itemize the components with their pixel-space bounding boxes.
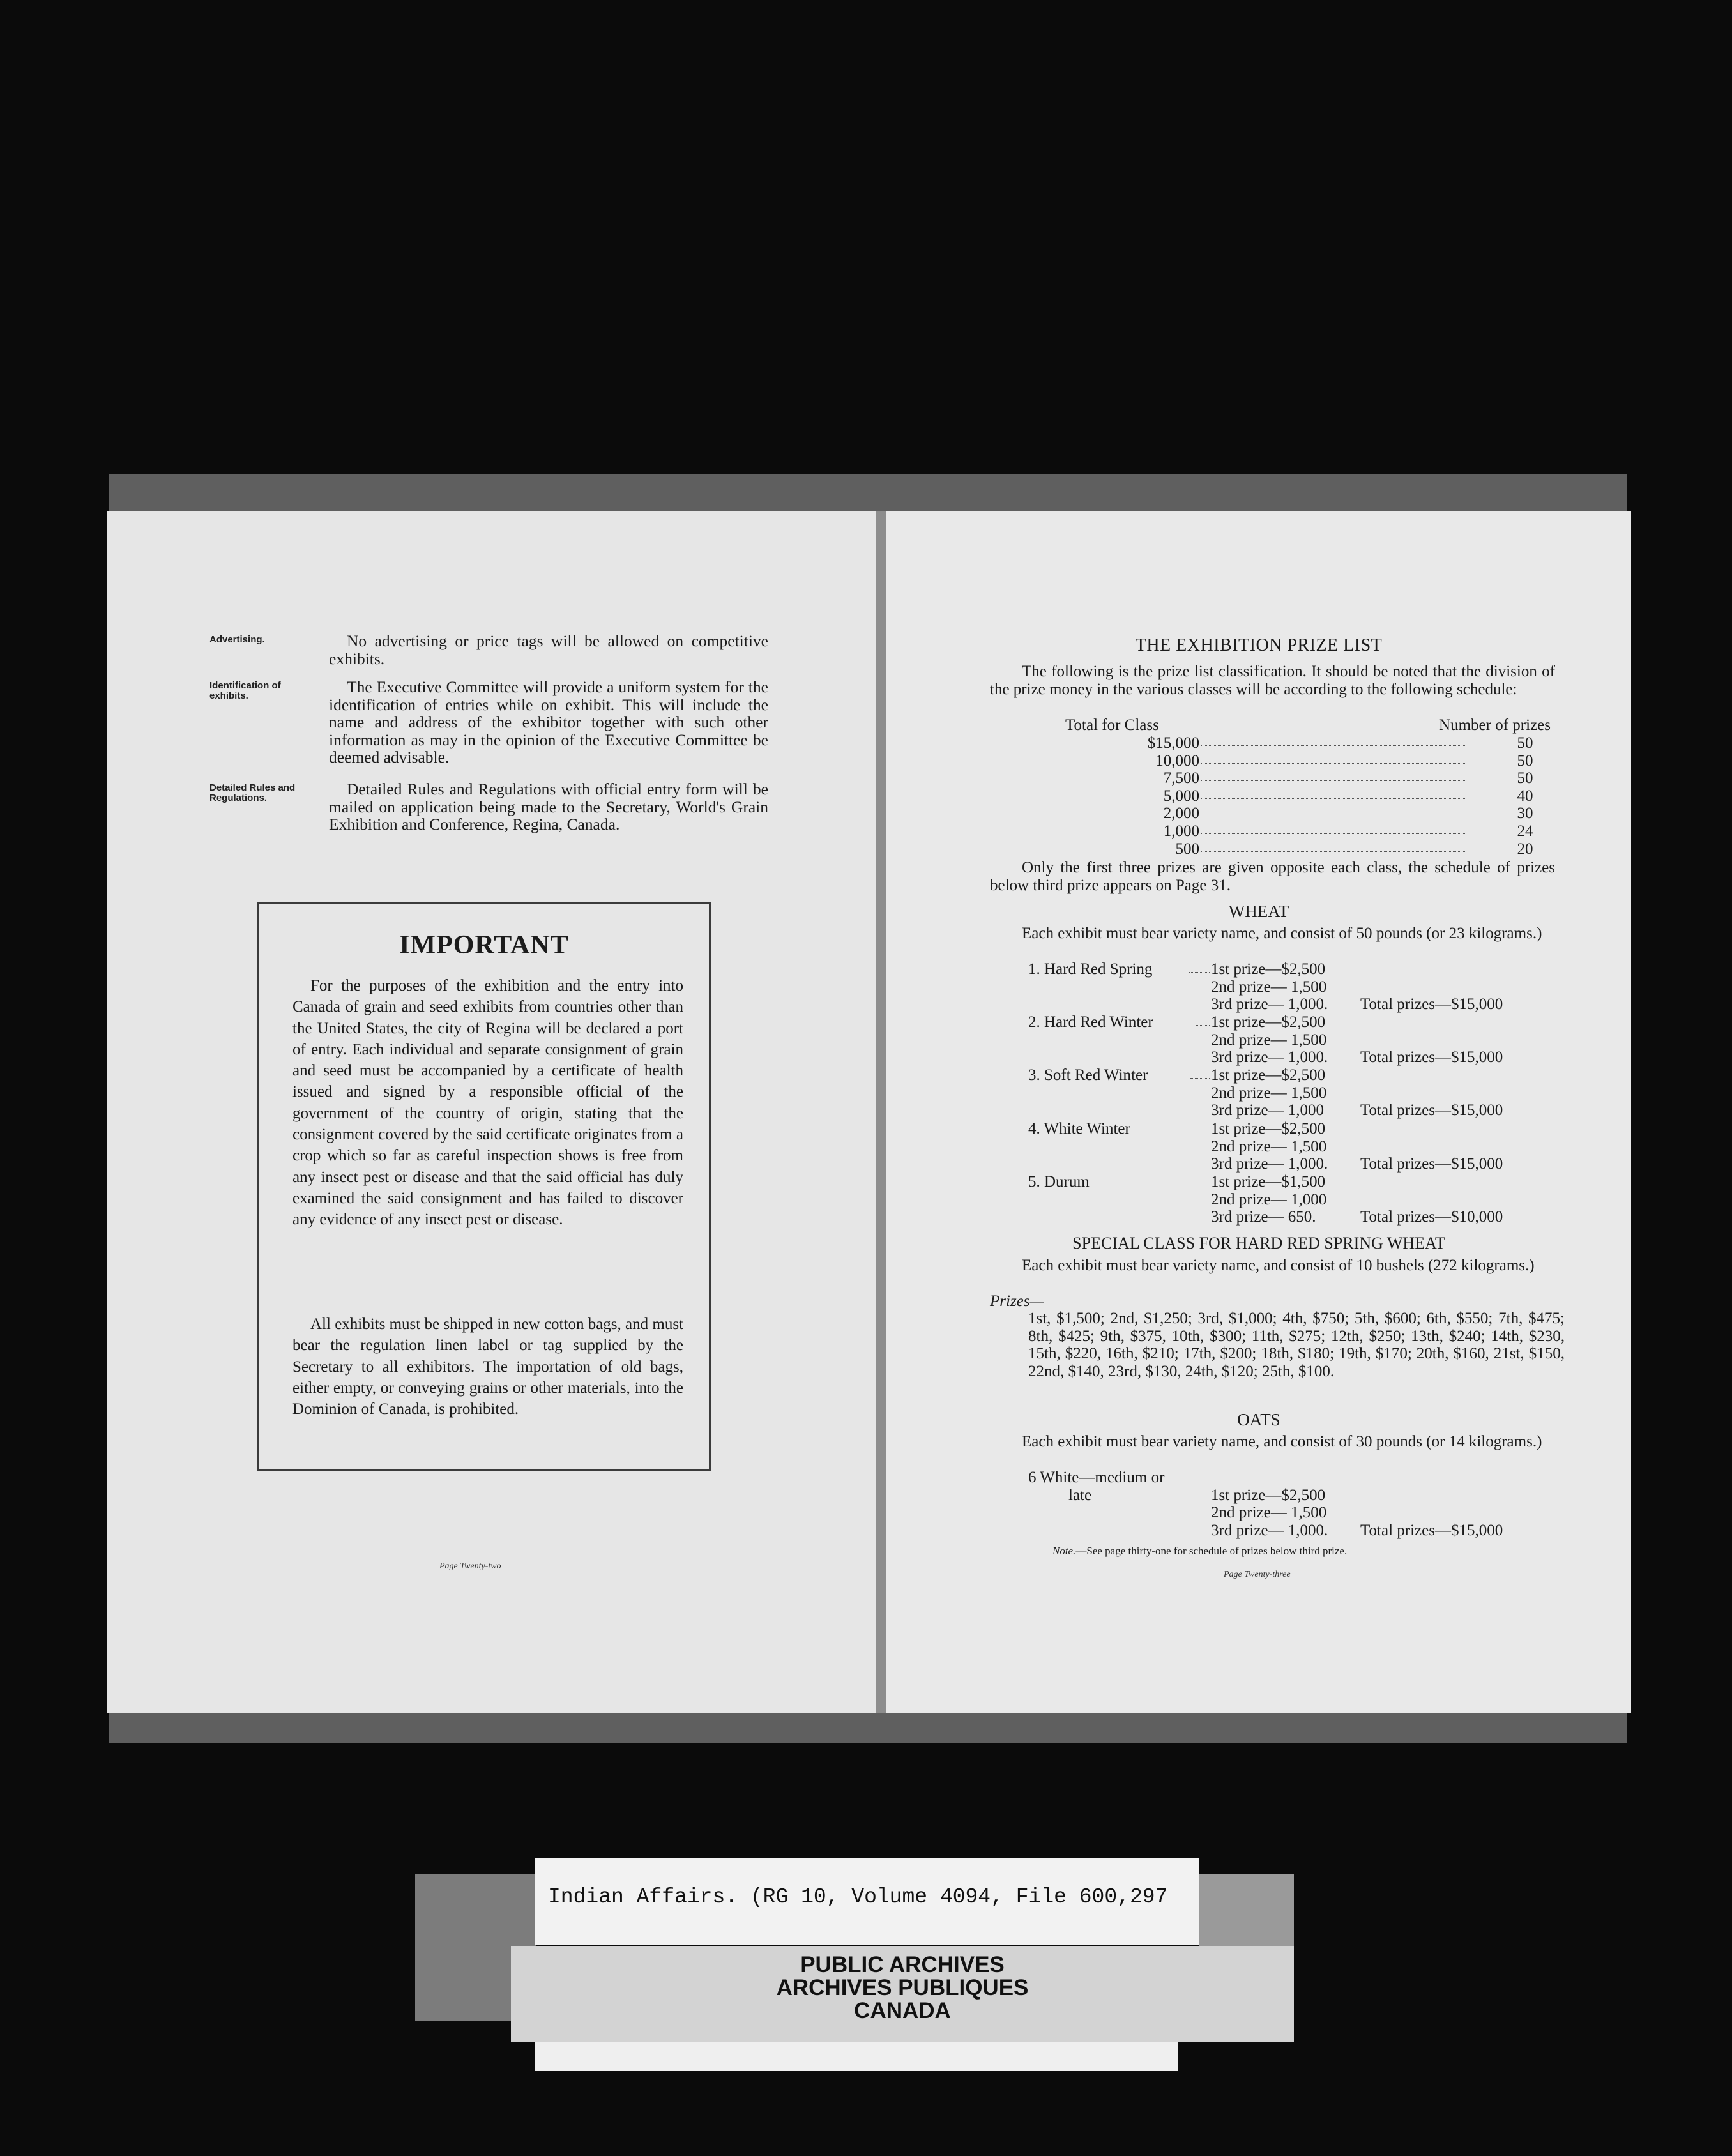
schedule-count: 30	[1517, 805, 1533, 823]
right-page	[886, 511, 1631, 1713]
special-class-intro: Each exhibit must bear variety name, and consist of 10 bushels (272 kilograms.)	[1022, 1257, 1535, 1274]
note-text: —See page thirty-one for schedule of prizes below third prize.	[1075, 1545, 1348, 1557]
schedule-count: 24	[1517, 822, 1533, 840]
first-prize: 1st prize—$2,500	[1211, 1120, 1326, 1137]
schedule-amount: 7,500	[1163, 770, 1199, 787]
schedule-count: 50	[1517, 752, 1533, 770]
first-prize: 1st prize—$2,500	[1211, 1067, 1326, 1084]
schedule-header-total: Total for Class	[1065, 717, 1159, 734]
oats-intro: Each exhibit must bear variety name, and consist of 30 pounds (or 14 kilograms.)	[1022, 1433, 1542, 1450]
wheat-heading: WHEAT	[1228, 902, 1289, 921]
prize-list-intro: The following is the prize list classification. It should be noted that the division of the prize money in the various classes will be according to the following schedule:	[990, 663, 1555, 698]
third-prize: 3rd prize— 1,000.	[1211, 996, 1328, 1013]
second-prize: 2nd prize— 1,500	[1211, 1504, 1327, 1521]
stamp-line-3: CANADA	[854, 1998, 951, 2023]
third-prize: 3rd prize— 1,000.	[1211, 1521, 1328, 1539]
schedule-header-count: Number of prizes	[1439, 717, 1551, 734]
schedule-row	[1014, 752, 1551, 770]
archive-stamp-text	[511, 1954, 1294, 2023]
section-text: Detailed Rules and Regulations with official entry form will be mailed on application being made to the Secretary, World's Grain Exhibition and Conference, Regina, Canada.	[329, 780, 768, 833]
schedule-amount: 10,000	[1155, 752, 1199, 770]
label-strip-bottom	[535, 2042, 1178, 2071]
third-prize: 3rd prize— 650.	[1211, 1208, 1316, 1226]
page-footer: Page Twenty-two	[439, 1561, 501, 1571]
total-prizes: Total prizes—$15,000	[1360, 1521, 1503, 1539]
schedule-row	[1014, 805, 1551, 823]
schedule-count: 40	[1517, 787, 1533, 805]
archive-reference-label	[535, 1858, 1199, 1945]
second-prize: 2nd prize— 1,500	[1211, 1084, 1327, 1102]
class-name: 1. Hard Red Spring	[1028, 960, 1153, 978]
schedule-amount: 5,000	[1163, 787, 1199, 805]
archive-stamp	[511, 1946, 1294, 2042]
leader-dots	[1201, 763, 1466, 764]
class-name-continued: late	[1068, 1486, 1092, 1504]
important-paragraph-2: All exhibits must be shipped in new cotton bags, and must bear the regulation linen label or tag supplied by the Secretary to all exhibitors. The importation of old bags, either empty, or conveying grains or other materials, into the Dominion of Canada, is prohibited.	[292, 1316, 683, 1418]
prize-list-title: THE EXHIBITION PRIZE LIST	[1135, 635, 1383, 655]
page-footer: Page Twenty-three	[1224, 1570, 1291, 1579]
second-prize: 2nd prize— 1,500	[1211, 978, 1327, 996]
important-title: IMPORTANT	[399, 930, 569, 960]
class-name: 6 White—medium or	[1028, 1469, 1165, 1486]
leader-dots	[1196, 1025, 1210, 1026]
schedule-count: 20	[1517, 840, 1533, 858]
stamp-line-1: PUBLIC ARCHIVES	[800, 1952, 1005, 1977]
class-name: 4. White Winter	[1028, 1120, 1130, 1137]
first-prize: 1st prize—$2,500	[1211, 960, 1326, 978]
total-prizes: Total prizes—$15,000	[1360, 1049, 1503, 1066]
schedule-amount: 500	[1175, 840, 1199, 858]
schedule-amount: 2,000	[1163, 805, 1199, 823]
schedule-row	[1014, 823, 1551, 840]
total-prizes: Total prizes—$15,000	[1360, 1102, 1503, 1119]
section-identification	[209, 678, 874, 774]
wheat-intro: Each exhibit must bear variety name, and consist of 50 pounds (or 23 kilograms.)	[1022, 925, 1542, 942]
first-prize: 1st prize—$1,500	[1211, 1173, 1326, 1190]
third-prize: 3rd prize— 1,000	[1211, 1102, 1325, 1119]
schedule-amount: 1,000	[1163, 822, 1199, 840]
section-rules	[209, 780, 874, 857]
prize-schedule	[1014, 734, 1551, 858]
leader-dots	[1201, 798, 1466, 799]
second-prize: 2nd prize— 1,500	[1211, 1137, 1327, 1155]
schedule-row	[1014, 840, 1551, 858]
important-notice-box	[257, 902, 711, 1471]
second-prize: 2nd prize— 1,000	[1211, 1190, 1327, 1208]
schedule-count: 50	[1517, 770, 1533, 787]
total-prizes: Total prizes—$10,000	[1360, 1208, 1503, 1226]
leader-dots	[1201, 780, 1466, 781]
class-name: 3. Soft Red Winter	[1028, 1067, 1148, 1084]
prizes-label: Prizes—	[990, 1293, 1044, 1310]
side-note: Detailed Rules and Regulations.	[209, 782, 296, 803]
third-prize: 3rd prize— 1,000.	[1211, 1049, 1328, 1066]
oats-heading: OATS	[1237, 1410, 1280, 1429]
schedule-row	[1014, 787, 1551, 805]
special-prizes-list: 1st, $1,500; 2nd, $1,250; 3rd, $1,000; 4th, $750; 5th, $600; 6th, $550; 7th, $475; 8th, $425; 9th, $375, 10th, $300; 11th, $275; 12th, $250; 13th, $240; 14th, $230, 15th, $220, 16th, $210; 17th, $200; 18th, $180; 19th, $170; 20th, $160, 21st, $150, 22nd, $140, 23rd, $130, 24th, $120; 25th, $100.	[1028, 1310, 1565, 1380]
special-class-heading: SPECIAL CLASS FOR HARD RED SPRING WHEAT	[1072, 1234, 1445, 1252]
first-prize: 1st prize—$2,500	[1211, 1013, 1326, 1031]
important-paragraph-1: For the purposes of the exhibition and the entry into Canada of grain and seed exhibits from countries other than the United States, the city of Regina will be declared a port of entry. Each individual and separate consignment of grain and seed must be accompanied by a certificate of health issued and signed by a responsible official of the government of the country of origin, stating that the consignment covered by the said certificate originates from a crop which so far as careful inspection shows is free from any insect pest or disease and that the said official has duly examined the said consignment and has failed to discover any evidence of any insect pest or disease.	[292, 977, 683, 1229]
archive-reference-text: Indian Affairs. (RG 10, Volume 4094, File 600,297	[548, 1885, 1168, 1909]
section-advertising	[209, 632, 874, 677]
second-prize: 2nd prize— 1,500	[1211, 1031, 1327, 1049]
class-name: 2. Hard Red Winter	[1028, 1013, 1153, 1031]
leader-dots	[1189, 972, 1210, 973]
total-prizes: Total prizes—$15,000	[1360, 1155, 1503, 1173]
leader-dots	[1201, 833, 1466, 834]
schedule-row	[1014, 734, 1551, 752]
class-name: 5. Durum	[1028, 1173, 1090, 1190]
third-prize: 3rd prize— 1,000.	[1211, 1155, 1328, 1173]
schedule-note: Only the first three prizes are given opposite each class, the schedule of prizes below third prize appears on Page 31.	[990, 859, 1555, 894]
schedule-count: 50	[1517, 734, 1533, 752]
schedule-header	[1065, 717, 1551, 734]
total-prizes: Total prizes—$15,000	[1360, 996, 1503, 1013]
side-note: Identification of exhibits.	[209, 680, 281, 701]
schedule-amount: $15,000	[1147, 734, 1199, 752]
note-label: Note.	[1052, 1545, 1076, 1557]
side-note: Advertising.	[209, 634, 265, 645]
first-prize: 1st prize—$2,500	[1211, 1486, 1326, 1504]
stamp-line-2: ARCHIVES PUBLIQUES	[776, 1975, 1029, 2000]
leader-dots	[1201, 745, 1466, 746]
section-text: The Executive Committee will provide a uniform system for the identification of entries while on exhibit. This will include the name and address of the exhibitor together with such other information as may in the opinion of the Executive Committee be deemed advisable.	[329, 678, 768, 766]
leader-dots	[1201, 851, 1466, 852]
footnote	[1052, 1545, 1576, 1558]
leader-dots	[1190, 1078, 1210, 1079]
schedule-row	[1014, 770, 1551, 787]
section-text: No advertising or price tags will be allowed on competitive exhibits.	[329, 632, 768, 668]
